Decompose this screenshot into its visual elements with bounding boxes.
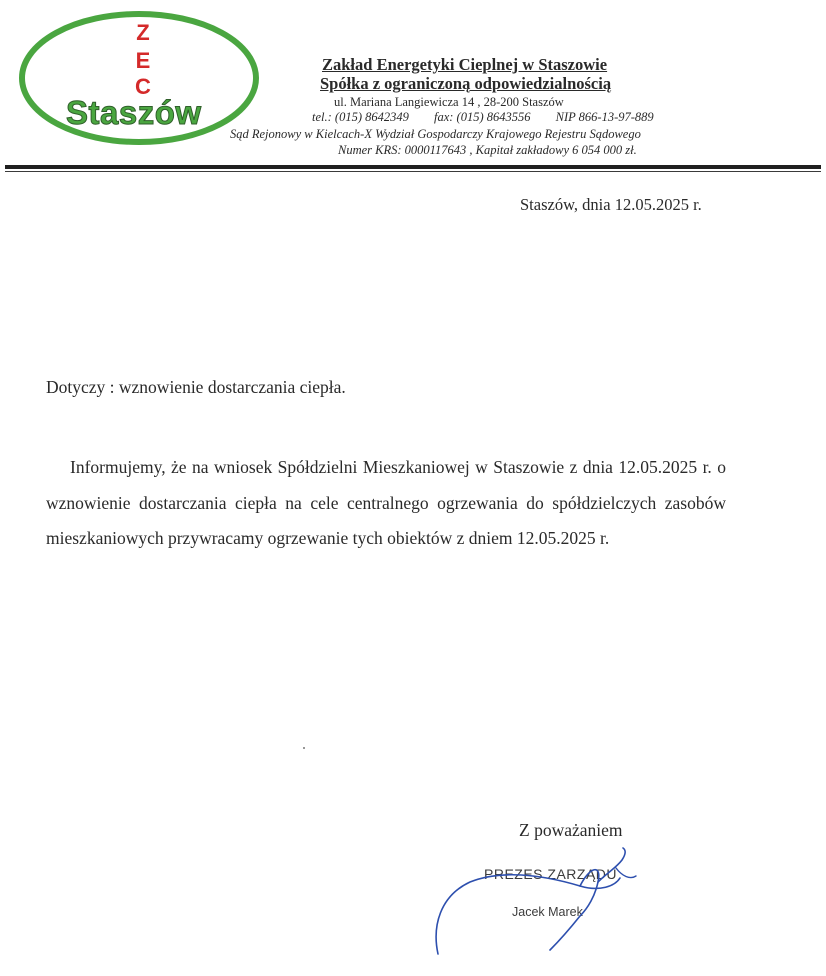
company-krs-capital: Numer KRS: 0000117643 , Kapitał zakładowy 6 054 000 zł. xyxy=(338,143,637,157)
company-legal-form: Spółka z ograniczoną odpowiedzialnością xyxy=(320,74,612,93)
company-logo xyxy=(18,8,268,146)
company-name: Zakład Energetyki Cieplnej w Staszowie xyxy=(322,55,608,74)
letter-subject: Dotyczy : wznowienie dostarczania ciepła. xyxy=(46,377,346,397)
logo-letter-e: E xyxy=(135,48,151,73)
letter-place-date: Staszów, dnia 12.05.2025 r. xyxy=(520,195,702,214)
logo-letter-z: Z xyxy=(136,20,150,45)
closing-regards: Z poważaniem xyxy=(519,820,623,840)
company-phone: tel.: (015) 8642349 xyxy=(312,110,409,124)
stamp-role: PREZES ZARZĄDU xyxy=(484,866,618,882)
company-court-registration: Sąd Rejonowy w Kielcach-X Wydział Gospodarczy Krajowego Rejestru Sądowego xyxy=(230,127,641,141)
company-fax: fax: (015) 8643556 xyxy=(433,110,531,124)
stamp-name: Jacek Marek xyxy=(512,905,583,919)
letterhead-divider-thin xyxy=(5,171,821,172)
company-address: ul. Mariana Langiewicza 14 , 28-200 Staszów xyxy=(334,95,564,109)
company-nip: NIP 866-13-97-889 xyxy=(555,110,654,124)
handwritten-signature xyxy=(430,846,650,958)
letterhead-divider xyxy=(5,165,821,169)
letter-body: Informujemy, że na wniosek Spółdzielni Mieszkaniowej w Staszowie z dnia 12.05.2025 r. o wznowienie dostarczania ciepła na cele centralnego ogrzewania do spółdzielczych zasobów mieszkaniowych przywracamy ogrzewanie tych obiektów z dniem 12.05.2025 r. xyxy=(46,457,726,548)
logo-letter-c: C xyxy=(135,74,151,99)
scan-speck xyxy=(303,747,305,749)
company-contact-line xyxy=(312,110,676,125)
logo-city-name: Staszów xyxy=(66,94,202,131)
